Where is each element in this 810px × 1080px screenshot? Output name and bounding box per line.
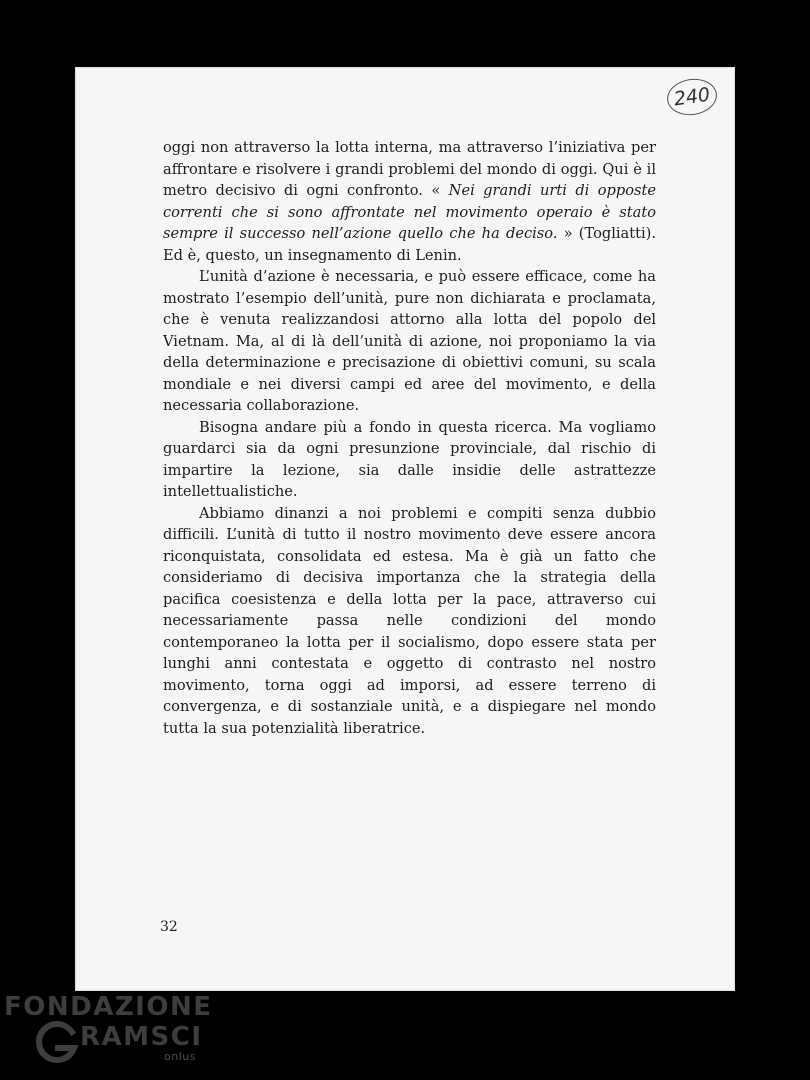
- logo-line-1: FONDAZIONE: [4, 992, 213, 1022]
- page-stamp-number: 240: [672, 83, 712, 111]
- page-number: 32: [160, 919, 178, 935]
- fondazione-gramsci-logo: [4, 992, 213, 1072]
- paragraph-1-text-a: oggi non attraverso la lotta interna, ma attraverso l’iniziativa per affrontare e risolvere i grandi problemi del mondo di oggi. Qui è il metro decisivo di ogni confronto. «: [163, 139, 656, 199]
- logo-g-icon: [34, 1020, 80, 1066]
- quote-text: Nei grandi urti di opposte correnti che si sono affrontate nel movimento operaio è stato sempre il successo nell’azione quello che ha deciso.: [163, 182, 656, 242]
- paragraph-1-text-b: » (Togliatti). Ed è, questo, un insegnamento di Lenin.: [163, 225, 656, 264]
- page-stamp: [665, 76, 720, 119]
- body-text: [163, 137, 656, 739]
- paragraph-4: Abbiamo dinanzi a noi problemi e compiti senza dubbio difficili. L’unità di tutto il nostro movimento deve essere ancora riconquistata, consolidata ed estesa. Ma è già un fatto che consideriamo di decisiva importanza che la strategia della pacifica coesistenza e della lotta per la pace, attraverso cui necessariamente passa nelle condizioni del mondo contemporaneo la lotta per il socialismo, dopo essere stata per lunghi anni contestata e oggetto di contrasto nel nostro movimento, torna oggi ad imporsi, ad essere terreno di convergenza, e di sostanziale unità, e a dispiegare nel mondo tutta la sua potenzialità liberatrice.: [163, 504, 656, 737]
- logo-line-3: onlus: [164, 1050, 196, 1063]
- paragraph-1: [163, 137, 656, 266]
- logo-line-2: RAMSCI: [80, 1022, 203, 1052]
- paragraph-3: Bisogna andare più a fondo in questa ricerca. Ma vogliamo guardarci sia da ogni presunzione provinciale, dal rischio di impartire la lezione, sia dalle insidie delle astrattezze intellettualistiche.: [163, 418, 656, 500]
- paragraph-2: L’unità d’azione è necessaria, e può essere efficace, come ha mostrato l’esempio dell’unità, pure non dichiarata e proclamata, che è venuta realizzandosi attorno alla lotta del popolo del Vietnam. Ma, al di là dell’unità di azione, noi proponiamo la via della determinazione e precisazione di obiettivi comuni, su scala mondiale e nei diversi campi ed aree del movimento, e della necessaria collaborazione.: [163, 268, 656, 414]
- document-page: [75, 67, 735, 991]
